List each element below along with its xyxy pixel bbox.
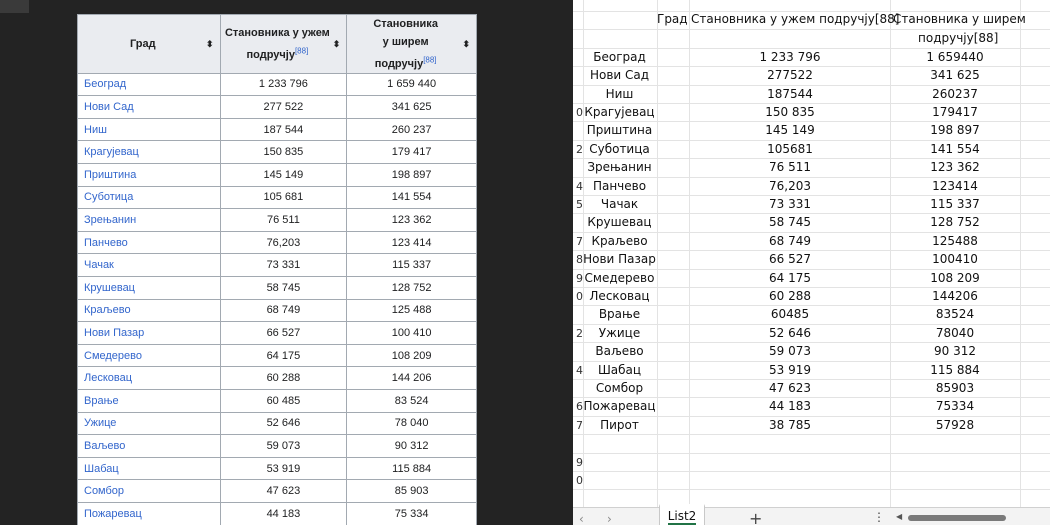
gridline [573, 397, 1050, 398]
column-header-wider[interactable] [347, 15, 477, 74]
reference-link[interactable]: [88] [294, 46, 309, 55]
sheet-cell-wider[interactable]: 75334 [935, 399, 975, 414]
sheet-cell-inner[interactable]: 76 511 [769, 160, 811, 175]
spreadsheet [573, 0, 1050, 525]
add-sheet-icon[interactable]: + [749, 509, 763, 525]
city-link[interactable]: Сомбор [78, 480, 221, 503]
sheet-cell-city[interactable]: Крушевац [587, 215, 652, 230]
gridline [1020, 0, 1021, 507]
gridline [573, 195, 1050, 196]
sort-icon[interactable]: ⬍ [332, 38, 341, 49]
sheet-cell-inner[interactable]: 52 646 [769, 325, 811, 340]
sheet-cell-city[interactable]: Панчево [592, 178, 647, 193]
gridline [573, 103, 1050, 104]
sheet-cell-inner[interactable]: 38 785 [769, 417, 811, 432]
inner-population-cell: 150 835 [220, 141, 347, 164]
inner-population-cell: 73 331 [220, 254, 347, 277]
sheet-cell-inner[interactable]: 44 183 [769, 399, 811, 414]
sheet-cell-inner[interactable]: 53 919 [769, 362, 811, 377]
sheet-cell-city[interactable]: Приштина [586, 123, 653, 138]
city-link[interactable]: Ужице [78, 412, 221, 435]
wider-population-cell: 341 625 [347, 96, 477, 119]
wider-population-cell: 83 524 [347, 389, 477, 412]
inner-population-cell: 187 544 [220, 118, 347, 141]
sheet-cell-city[interactable]: Врање [598, 307, 641, 322]
city-link[interactable]: Приштина [78, 164, 221, 187]
sheet-cell-city[interactable]: Нови Сад [589, 68, 650, 83]
sheet-cell-wider[interactable]: 125488 [932, 233, 978, 248]
wider-population-cell: 125 488 [347, 299, 477, 322]
inner-population-cell: 277 522 [220, 96, 347, 119]
row-number[interactable]: 0 [576, 474, 583, 487]
sheet-cell-inner[interactable]: 1 233 796 [759, 49, 821, 64]
row-number[interactable]: 4 [576, 179, 583, 193]
inner-population-cell: 76 511 [220, 209, 347, 232]
sheet-tab-bar [573, 507, 1050, 525]
gridline [573, 85, 1050, 86]
gridline [573, 121, 1050, 122]
wider-population-cell: 90 312 [347, 435, 477, 458]
sheet-cell-inner[interactable]: 64 175 [769, 270, 811, 285]
sheet-cell-wider[interactable]: 108 209 [930, 270, 980, 285]
gridline [573, 158, 1050, 159]
wider-population-cell: 115 337 [347, 254, 477, 277]
sheet-tab-label: List2 [667, 509, 697, 523]
gridline [573, 471, 1050, 472]
sheet-cell-wider[interactable]: 198 897 [930, 123, 980, 138]
city-link[interactable]: Ваљево [78, 435, 221, 458]
sheet-cell-city[interactable]: Ваљево [595, 344, 644, 359]
city-link[interactable]: Крагујевац [78, 141, 221, 164]
sheet-cell-inner[interactable]: 66 527 [769, 252, 811, 267]
wiki-population-table [77, 14, 477, 525]
city-link[interactable]: Краљево [78, 299, 221, 322]
wider-population-cell: 123 414 [347, 231, 477, 254]
sheet-cell-city[interactable]: Краљево [591, 233, 648, 248]
gridline [573, 213, 1050, 214]
sheet-cell-city[interactable]: Смедерево [584, 270, 655, 285]
sheet-cell-city[interactable]: Нови Пазар [583, 252, 656, 267]
table-row [78, 299, 477, 322]
sheet-tab-list2[interactable] [659, 504, 705, 525]
table-row [78, 118, 477, 141]
inner-population-cell: 68 749 [220, 299, 347, 322]
row-number[interactable]: 9 [576, 455, 583, 469]
city-link[interactable]: Смедерево [78, 344, 221, 367]
previous-sheet-icon[interactable]: ‹ [579, 512, 584, 525]
inner-population-cell: 60 288 [220, 367, 347, 390]
sheet-cell-inner[interactable]: 145 149 [765, 123, 815, 138]
table-row [78, 412, 477, 435]
gridline [573, 66, 1050, 67]
sheet-cell-inner[interactable]: 105681 [767, 141, 813, 156]
gridline [573, 287, 1050, 288]
sheet-cell-inner[interactable]: 58 745 [769, 215, 811, 230]
table-row [78, 389, 477, 412]
sheet-cell-city[interactable]: Београд [593, 49, 646, 64]
column-header-label: Становника у ширем подручју[88] [373, 18, 438, 70]
gridline [573, 489, 1050, 490]
city-link[interactable]: Чачак [78, 254, 221, 277]
table-row [78, 480, 477, 503]
wider-population-cell: 1 659 440 [347, 73, 477, 96]
next-sheet-icon[interactable]: › [607, 512, 612, 525]
gridline [573, 453, 1050, 454]
row-number[interactable]: 2 [576, 326, 583, 340]
sheet-cell-city[interactable]: Чачак [600, 197, 639, 211]
wider-population-cell: 198 897 [347, 164, 477, 187]
table-row [78, 322, 477, 345]
column-header-label: Град [129, 37, 156, 50]
table-row [78, 367, 477, 390]
gridline [573, 434, 1050, 435]
sheet-cell-wider[interactable]: 57928 [935, 417, 975, 432]
sheet-cell-wider[interactable]: 1 659440 [926, 49, 984, 64]
inner-population-cell: 59 073 [220, 435, 347, 458]
inner-population-cell: 1 233 796 [220, 73, 347, 96]
wider-population-cell: 108 209 [347, 344, 477, 367]
row-number[interactable]: 0 [576, 290, 583, 303]
table-row [78, 502, 477, 525]
row-number[interactable]: 2 [576, 142, 583, 156]
sheet-cell-city[interactable]: Пирот [600, 417, 639, 432]
city-link[interactable]: Шабац [78, 457, 221, 480]
wider-population-cell: 179 417 [347, 141, 477, 164]
sheet-cell-wider[interactable]: 144206 [932, 289, 978, 303]
sheet-cell-city[interactable]: Пожаревац [583, 399, 656, 414]
wider-population-cell: 115 884 [347, 457, 477, 480]
table-row [78, 344, 477, 367]
sheet-cell-city[interactable]: Лесковац [589, 289, 650, 303]
gridline [573, 324, 1050, 325]
wider-population-cell: 123 362 [347, 209, 477, 232]
inner-population-cell: 47 623 [220, 480, 347, 503]
city-link[interactable]: Нови Пазар [78, 322, 221, 345]
scroll-left-icon[interactable]: ◀ [896, 512, 903, 521]
city-link[interactable]: Пожаревац [78, 502, 221, 525]
table-row [78, 254, 477, 277]
sheet-header-wider[interactable]: Становника у ширем [893, 12, 1026, 26]
wider-population-cell: 128 752 [347, 277, 477, 300]
sheet-header-inner[interactable]: Становника у ужем подручју[88] [691, 12, 900, 26]
table-row [78, 141, 477, 164]
sheet-cell-wider[interactable]: 85903 [935, 381, 975, 395]
sheet-cell-inner[interactable]: 187544 [767, 86, 813, 101]
sheet-cell-wider[interactable]: 115 884 [930, 362, 980, 377]
sheet-cell-wider[interactable]: 83524 [935, 307, 975, 322]
table-row [78, 73, 477, 96]
sheet-cell-inner[interactable]: 73 331 [769, 197, 811, 211]
gridline [573, 140, 1050, 141]
sheet-cell-wider[interactable]: 179417 [932, 105, 978, 119]
sheet-cell-wider[interactable]: 78040 [935, 325, 975, 340]
inner-population-cell: 52 646 [220, 412, 347, 435]
table-row [78, 277, 477, 300]
table-row [78, 435, 477, 458]
row-number[interactable]: 6 [576, 400, 583, 414]
sheet-cell-inner[interactable]: 60485 [770, 307, 810, 322]
sheet-cell-city[interactable]: Сомбор [595, 381, 644, 395]
row-number[interactable]: 4 [576, 363, 583, 377]
sheet-cell-wider[interactable]: 100410 [932, 252, 978, 267]
table-row [78, 457, 477, 480]
sheet-cell-inner[interactable]: 47 623 [769, 381, 811, 395]
row-number[interactable]: 0 [576, 106, 583, 119]
gridline [573, 177, 1050, 178]
sort-icon[interactable]: ⬍ [462, 38, 470, 49]
gridline [573, 232, 1050, 233]
wider-population-cell: 78 040 [347, 412, 477, 435]
inner-population-cell: 66 527 [220, 322, 347, 345]
sheet-cell-inner[interactable]: 277522 [767, 68, 813, 83]
gridline [573, 342, 1050, 343]
table-row [78, 96, 477, 119]
sheet-cell-wider[interactable]: 141 554 [930, 141, 980, 156]
sheet-cell-inner[interactable]: 68 749 [769, 233, 811, 248]
wider-population-cell: 100 410 [347, 322, 477, 345]
sheet-cell-wider[interactable]: 115 337 [930, 197, 980, 211]
inner-population-cell: 53 919 [220, 457, 347, 480]
sheet-cell-inner[interactable]: 59 073 [769, 344, 811, 359]
reference-link[interactable]: [88] [423, 55, 437, 64]
sheet-cell-inner[interactable]: 76,203 [769, 178, 811, 193]
gridline [573, 379, 1050, 380]
column-header-city[interactable] [78, 15, 221, 74]
window-corner [0, 0, 29, 13]
inner-population-cell: 44 183 [220, 502, 347, 525]
sheet-cell-wider[interactable]: 260237 [932, 86, 978, 101]
gridline [657, 0, 658, 507]
sheet-cell-wider[interactable]: 128 752 [930, 215, 980, 230]
inner-population-cell: 105 681 [220, 186, 347, 209]
sheet-cell-wider[interactable]: 123414 [932, 178, 978, 193]
row-number[interactable]: 8 [576, 253, 583, 267]
gridline [573, 48, 1050, 49]
sheet-cell-inner[interactable]: 60 288 [769, 289, 811, 303]
sheet-cell-city[interactable]: Зрењанин [587, 160, 652, 175]
gridline [573, 250, 1050, 251]
inner-population-cell: 145 149 [220, 164, 347, 187]
sheet-cell-inner[interactable]: 150 835 [765, 105, 815, 119]
row-number[interactable]: 5 [576, 198, 583, 211]
more-options-icon[interactable]: ⋮ [873, 510, 885, 524]
city-link[interactable]: Нови Сад [78, 96, 221, 119]
sheet-cell-wider[interactable]: 123 362 [930, 160, 980, 175]
city-link[interactable]: Београд [78, 73, 221, 96]
city-link[interactable]: Крушевац [78, 277, 221, 300]
sheet-cell-city[interactable]: Ниш [605, 86, 634, 101]
wider-population-cell: 141 554 [347, 186, 477, 209]
horizontal-scrollbar[interactable] [896, 514, 1046, 522]
wiki-table-body [78, 73, 477, 525]
sheet-cell-wider[interactable]: 90 312 [934, 344, 976, 359]
wider-population-cell: 85 903 [347, 480, 477, 503]
sheet-cell-city[interactable]: Ужице [598, 325, 641, 340]
table-row [78, 164, 477, 187]
inner-population-cell: 76,203 [220, 231, 347, 254]
inner-population-cell: 64 175 [220, 344, 347, 367]
row-number[interactable]: 7 [576, 418, 583, 432]
table-row [78, 209, 477, 232]
gridline [573, 416, 1050, 417]
wider-population-cell: 75 334 [347, 502, 477, 525]
table-row [78, 186, 477, 209]
sort-icon[interactable]: ⬍ [205, 38, 214, 49]
sheet-cell-city[interactable]: Шабац [597, 362, 642, 377]
column-header-inner[interactable] [220, 15, 347, 74]
scrollbar-thumb[interactable] [908, 515, 1006, 521]
column-header-label: Становника у ужем подручју[88] [224, 27, 330, 61]
sheet-cell-city[interactable]: Суботица [589, 141, 650, 156]
city-link[interactable]: Зрењанин [78, 209, 221, 232]
city-link[interactable]: Ниш [78, 118, 221, 141]
gridline [573, 269, 1050, 270]
city-link[interactable]: Врање [78, 389, 221, 412]
gridline [573, 305, 1050, 306]
gridline [573, 361, 1050, 362]
wider-population-cell: 144 206 [347, 367, 477, 390]
inner-population-cell: 58 745 [220, 277, 347, 300]
inner-population-cell: 60 485 [220, 389, 347, 412]
table-row [78, 231, 477, 254]
city-link[interactable]: Суботица [78, 186, 221, 209]
row-number[interactable]: 9 [576, 271, 583, 285]
city-link[interactable]: Лесковац [78, 367, 221, 390]
sheet-cell-city[interactable]: Крагујевац [584, 105, 655, 119]
sheet-header-city[interactable]: Град [657, 12, 688, 26]
city-link[interactable]: Панчево [78, 231, 221, 254]
sheet-cell-wider[interactable]: 341 625 [930, 68, 980, 83]
wider-population-cell: 260 237 [347, 118, 477, 141]
sheet-header-wider-line2[interactable]: подручју[88] [918, 31, 999, 45]
row-number[interactable]: 7 [576, 234, 583, 248]
